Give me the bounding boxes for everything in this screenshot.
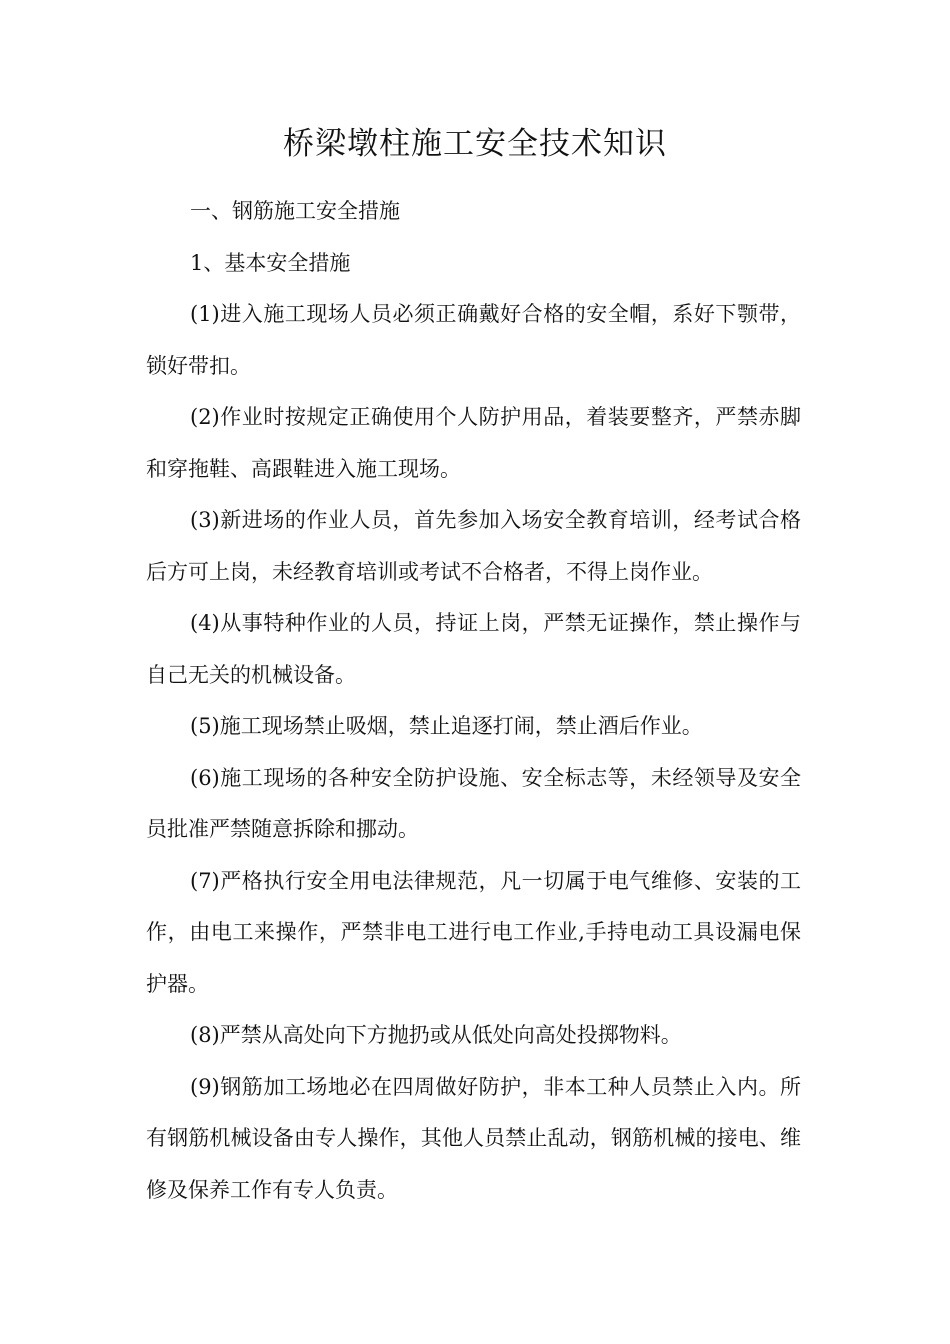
paragraph-item-1: (1)进入施工现场人员必须正确戴好合格的安全帽，系好下颚带，锁好带扣。 xyxy=(146,302,801,378)
paragraph-item-3: (3)新进场的作业人员，首先参加入场安全教育培训，经考试合格后方可上岗，未经教育培训或考试不合格者，不得上岗作业。 xyxy=(146,508,801,584)
paragraph-item-8: (8)严禁从高处向下方抛扔或从低处向高处投掷物料。 xyxy=(190,1023,682,1047)
paragraph-item-7: (7)严格执行安全用电法律规范，凡一切属于电气维修、安装的工作，由电工来操作，严禁非电工进行电工作业,手持电动工具设漏电保护器。 xyxy=(146,868,801,996)
paragraph-item-4: (4)从事特种作业的人员，持证上岗，严禁无证操作，禁止操作与自己无关的机械设备。 xyxy=(146,611,801,687)
document-body xyxy=(146,186,801,1216)
document-title: 桥梁墩柱施工安全技术知识 xyxy=(283,126,667,162)
subsection-heading: 1、基本安全措施 xyxy=(190,250,351,275)
paragraph-item-5: (5)施工现场禁止吸烟，禁止追逐打闹，禁止酒后作业。 xyxy=(190,714,703,738)
paragraph-item-6: (6)施工现场的各种安全防护设施、安全标志等，未经领导及安全员批准严禁随意拆除和挪动。 xyxy=(146,765,801,841)
paragraph-item-2: (2)作业时按规定正确使用个人防护用品，着装要整齐，严禁赤脚和穿拖鞋、高跟鞋进入施工现场。 xyxy=(146,405,801,481)
paragraph-item-9: (9)钢筋加工场地必在四周做好防护，非本工种人员禁止入内。所有钢筋机械设备由专人操作，其他人员禁止乱动，钢筋机械的接电、维修及保养工作有专人负责。 xyxy=(146,1074,801,1202)
section-heading: 一、钢筋施工安全措施 xyxy=(190,199,400,223)
